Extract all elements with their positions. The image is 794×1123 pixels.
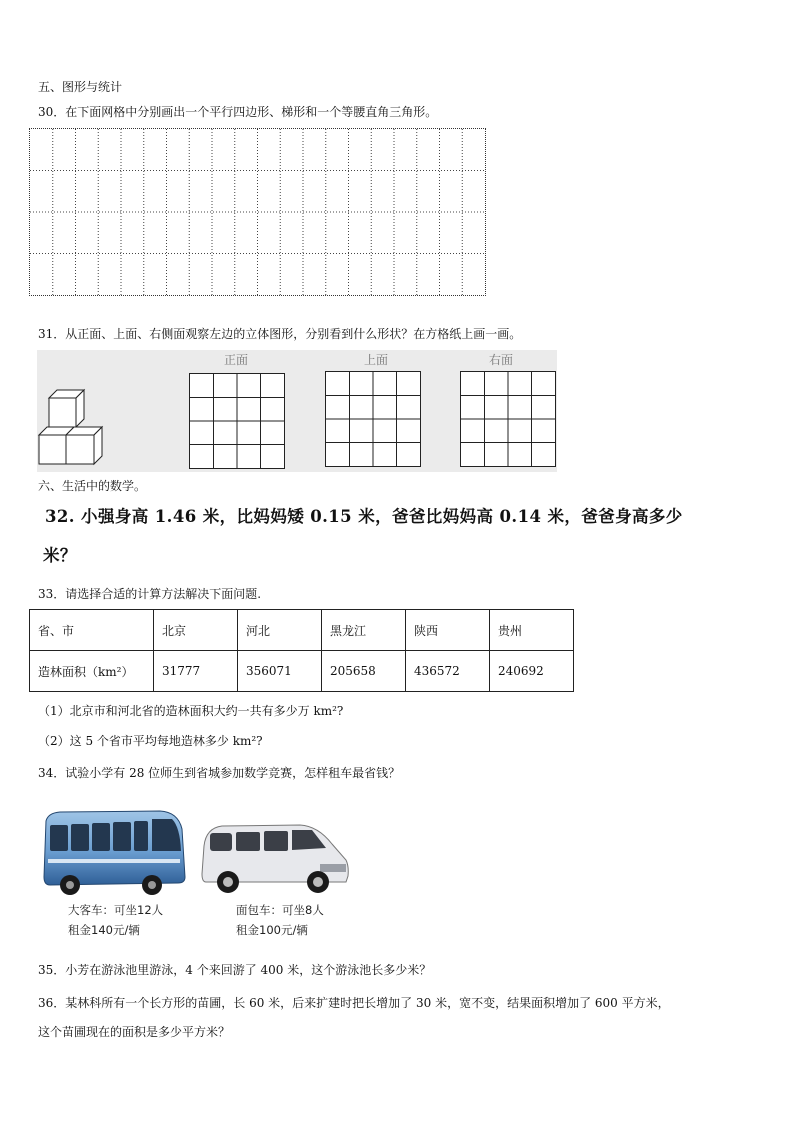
q31-view-panel [37, 350, 557, 472]
bus-capacity: 大客车：可坐12人 [68, 903, 164, 917]
afforestation-table [29, 609, 574, 692]
front-view-grid[interactable] [189, 373, 285, 469]
van-image [200, 820, 350, 898]
table-cell: 436572 [406, 651, 490, 692]
question-31: 31．从正面、上面、右侧面观察左边的立体图形，分别看到什么形状？在方格纸上画一画。 [38, 327, 522, 341]
table-header-cell: 北京 [154, 610, 238, 651]
solid-cubes-figure [37, 386, 109, 466]
table-cell: 356071 [238, 651, 322, 692]
van-caption [236, 900, 324, 940]
table-header-cell: 贵州 [490, 610, 574, 651]
table-header-cell: 省、市 [30, 610, 154, 651]
question-36-line1: 36．某林科所有一个长方形的苗圃，长 60 米，后来扩建时把长增加了 30 米，宽不变，结果面积增加了 600 平方米， [38, 996, 670, 1010]
van-price: 租金100元/辆 [236, 923, 308, 937]
top-view-grid[interactable] [325, 371, 421, 467]
table-row [30, 651, 574, 692]
table-row-label: 造林面积（km²） [30, 651, 154, 692]
section-title-geometry: 五、图形与统计 [38, 80, 123, 94]
bus-caption [68, 900, 163, 940]
table-header-cell: 黑龙江 [322, 610, 406, 651]
question-33: 33．请选择合适的计算方法解决下面问题. [38, 587, 262, 601]
table-cell: 240692 [490, 651, 574, 692]
bus-image [40, 807, 188, 897]
view-label-top: 上面 [364, 353, 389, 367]
table-cell: 31777 [154, 651, 238, 692]
question-32-line2: 米？ [43, 546, 77, 565]
table-header-row [30, 610, 574, 651]
question-32-line1: 32. 小强身高 1.46 米，比妈妈矮 0.15 米，爸爸比妈妈高 0.14 米，爸爸身高多少 [45, 507, 683, 526]
q30-grid-lines [30, 129, 487, 297]
table-header-cell: 陕西 [406, 610, 490, 651]
question-33-part1: （1）北京市和河北省的造林面积大约一共有多少万 km²? [38, 704, 344, 718]
right-view-grid[interactable] [460, 371, 556, 467]
question-30: 30．在下面网格中分别画出一个平行四边形、梯形和一个等腰直角三角形。 [38, 105, 438, 119]
bus-price: 租金140元/辆 [68, 923, 140, 937]
table-header-cell: 河北 [238, 610, 322, 651]
question-34: 34．试验小学有 28 位师生到省城参加数学竞赛，怎样租车最省钱？ [38, 766, 401, 780]
question-33-part2: （2）这 5 个省市平均每地造林多少 km²? [38, 734, 263, 748]
van-capacity: 面包车：可坐8人 [236, 903, 324, 917]
view-label-right: 右面 [489, 353, 514, 367]
q30-drawing-grid[interactable] [29, 128, 486, 296]
table-cell: 205658 [322, 651, 406, 692]
question-36-line2: 这个苗圃现在的面积是多少平方米？ [38, 1025, 231, 1039]
section-title-life-math: 六、生活中的数学。 [38, 479, 147, 493]
view-label-front: 正面 [224, 353, 249, 367]
question-35: 35．小芳在游泳池里游泳，4 个来回游了 400 米，这个游泳池长多少米？ [38, 963, 432, 977]
